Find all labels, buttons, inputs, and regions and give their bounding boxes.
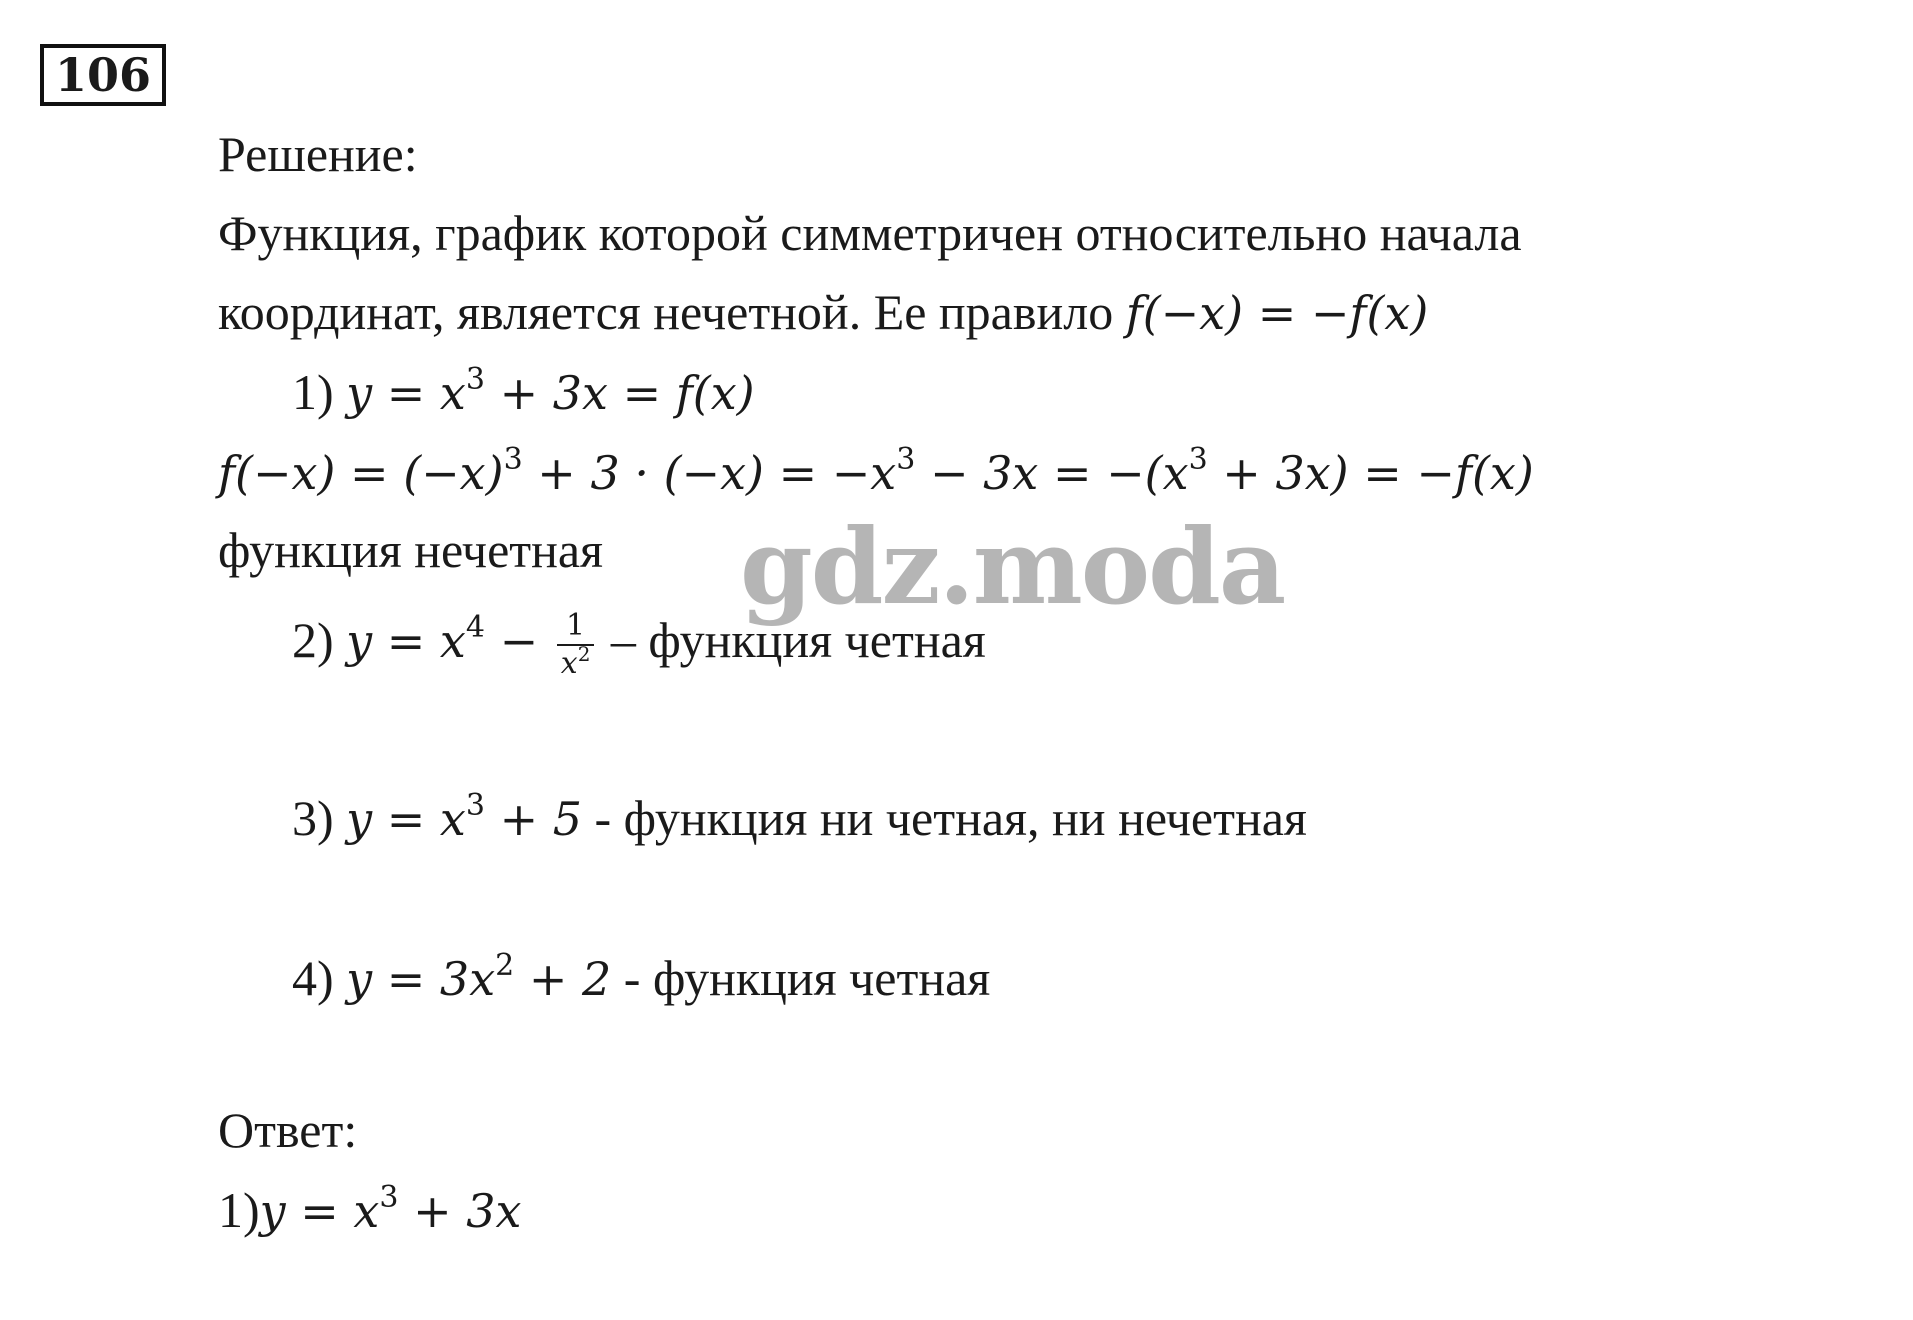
intro-line-1: Функция, график которой симметричен относительно начала xyxy=(218,205,1522,261)
item-3-formula: $y = x^3 + 5$ xyxy=(346,788,583,846)
answer xyxy=(218,1180,521,1241)
intro-line-2 xyxy=(218,282,1428,343)
item-1-conclusion: функция нечетная xyxy=(218,522,604,578)
intro-line-2-text: координат, является нечетной. Ее правило xyxy=(218,284,1114,340)
item-4-description: - функция четная xyxy=(611,950,991,1006)
answer-label: Ответ: xyxy=(218,1102,358,1158)
item-2-description: – функция четная xyxy=(598,612,986,668)
item-2-formula: $y = x^4$ − $\frac{1}{x^2}$ xyxy=(346,614,598,668)
item-1 xyxy=(292,362,755,423)
problem-number-box: 106 xyxy=(40,44,166,106)
item-4 xyxy=(292,948,990,1009)
item-1-formula: $y = x^3 + 3x = f(x)$ xyxy=(346,362,755,420)
item-3-description: - функция ни четная, ни нечетная xyxy=(582,790,1307,846)
odd-rule-formula: f(−x) = −f(x) xyxy=(1125,286,1429,340)
solution-label: Решение: xyxy=(218,126,418,182)
item-1-derivation xyxy=(218,442,1534,503)
item-2-fraction: $\frac{1}{x^2}$ xyxy=(557,608,595,682)
answer-formula: $y = x^3 + 3x$ xyxy=(259,1180,522,1238)
item-4-formula: $y = 3x^2 + 2$ xyxy=(346,948,612,1006)
item-1-number: 1) xyxy=(292,364,334,420)
answer-number: 1) xyxy=(218,1182,260,1238)
item-2-number: 2) xyxy=(292,612,334,668)
watermark-logo: gdz.moda xyxy=(740,505,1285,628)
item-4-number: 4) xyxy=(292,950,334,1006)
derivation-formula: $f(-x) = (-x)^3 + 3 \cdot (-x) = -x^3 - 3x = -(x^3 + 3x) = -f(x)$ xyxy=(218,442,1534,500)
item-3 xyxy=(292,788,1307,849)
item-3-number: 3) xyxy=(292,790,334,846)
